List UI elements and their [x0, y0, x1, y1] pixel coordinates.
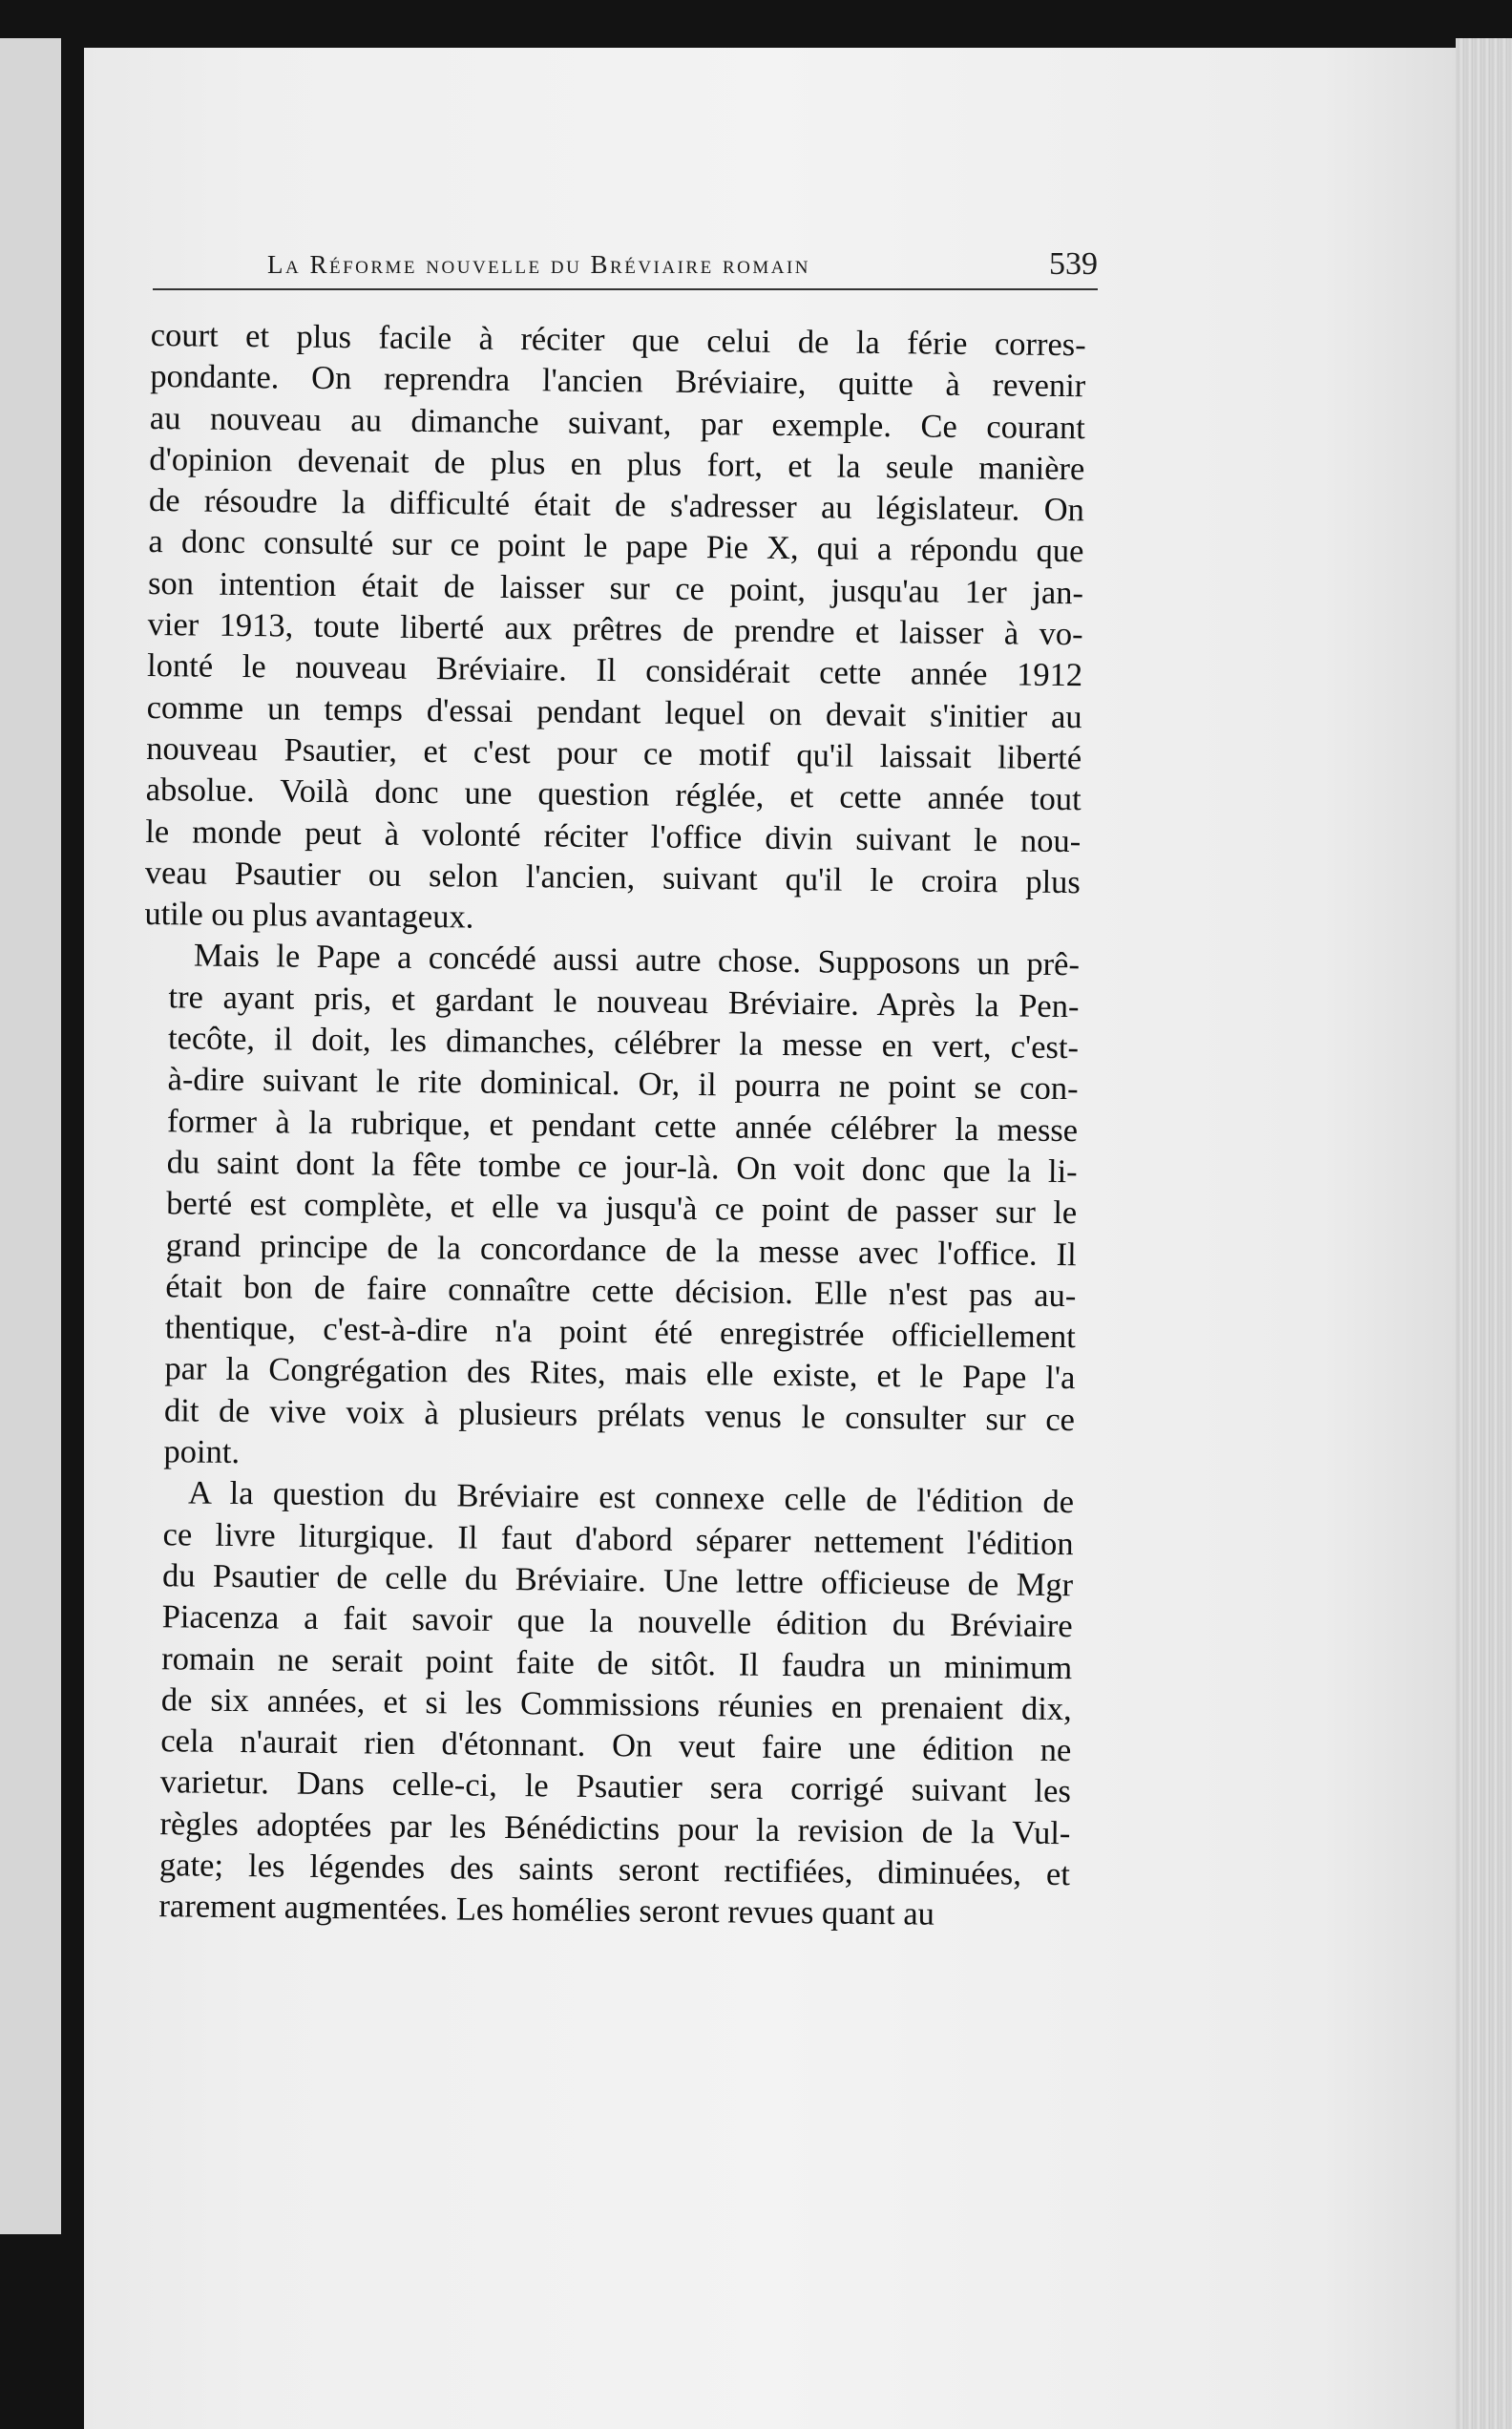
text-line: A la question du Bréviaire est connexe celle de l'édition de [187, 1474, 1075, 1521]
text-line: absolue. Voilà donc une question réglée, et cette année tout [145, 771, 1082, 818]
text-line: comme un temps d'essai pendant lequel on devait s'initier au [146, 688, 1082, 735]
text-line: était bon de faire connaître cette décision. Elle n'est pas au- [165, 1268, 1077, 1315]
text-line: tre ayant pris, et gardant le nouveau Bréviaire. Après la Pen- [168, 978, 1080, 1024]
page-stack-edge [1456, 38, 1512, 2429]
text-line: pondante. On reprendra l'ancien Bréviaire, quitte à revenir [150, 358, 1086, 405]
text-line: par la Congrégation des Rites, mais elle existe, et le Pape l'a [164, 1350, 1076, 1397]
body-text [134, 315, 1086, 1937]
text-line: tecôte, il doit, les dimanches, célébrer la messe en vert, c'est- [167, 1020, 1080, 1067]
text-line: ce livre liturgique. Il faut d'abord séparer nettement l'édition [162, 1515, 1074, 1562]
text-line: court et plus facile à réciter que celui de la férie corres- [150, 316, 1086, 364]
paragraph [144, 315, 1086, 945]
text-line: son intention était de laisser sur ce point, jusqu'au 1er jan- [147, 564, 1084, 612]
text-line: lonté le nouveau Bréviaire. Il considérait cette année 1912 [146, 647, 1083, 694]
header-rule [153, 288, 1098, 290]
text-line: romain ne serait point faite de sitôt. Il faudra un minimum [161, 1639, 1073, 1686]
running-title: La Réforme nouvelle du Bréviaire romain [267, 250, 811, 279]
text-line: former à la rubrique, et pendant cette année célébrer la messe [166, 1102, 1079, 1149]
text-line: du saint dont la fête tombe ce jour-là. On voit donc que la li- [166, 1144, 1078, 1191]
text-line: veau Psautier ou selon l'ancien, suivant qu'il le croira plus [144, 854, 1082, 901]
text-line: thentique, c'est-à-dire n'a point été enregistrée officiellement [164, 1309, 1077, 1356]
page-header [153, 246, 1098, 302]
adjacent-page-edge [0, 38, 61, 2234]
text-line: gate; les légendes des saints seront rectifiées, diminuées, et [158, 1847, 1071, 1893]
text-line: au nouveau au dimanche suivant, par exemple. Ce courant [149, 399, 1086, 446]
text-line: du Psautier de celle du Bréviaire. Une lettre officieuse de Mgr [161, 1557, 1074, 1604]
text-line: Piacenza a fait savoir que la nouvelle édition du Bréviaire [161, 1598, 1073, 1645]
text-line: rarement augmentées. Les homélies seront revues quant au [158, 1888, 935, 1933]
text-line: berté est complète, et elle va jusqu'à ce point de passer sur le [166, 1185, 1078, 1232]
text-line: a donc consulté sur ce point le pape Pie X, qui a répondu que [148, 523, 1084, 570]
page-number: 539 [1049, 246, 1098, 282]
text-line: à-dire suivant le rite dominical. Or, il pourra ne point se con- [167, 1061, 1079, 1108]
text-line: vier 1913, toute liberté aux prêtres de prendre et laisser à vo- [147, 606, 1083, 653]
text-line: cela n'aurait rien d'étonnant. On veut faire une édition ne [160, 1722, 1072, 1769]
paragraph [138, 935, 1080, 1482]
text-line: règles adoptées par les Bénédictins pour la revision de la Vul- [159, 1805, 1071, 1851]
text-line: grand principe de la concordance de la messe avec l'office. Il [165, 1226, 1077, 1273]
text-line: d'opinion devenait de plus en plus fort, et la seule manière [149, 440, 1085, 488]
text-line: utile ou plus avantageux. [144, 896, 474, 936]
paragraph [134, 1472, 1074, 1937]
text-line: dit de vive voix à plusieurs prélats venus le consulter sur ce [163, 1391, 1076, 1438]
text-line: varietur. Dans celle-ci, le Psautier sera corrigé suivant les [159, 1764, 1072, 1810]
text-line: de résoudre la difficulté était de s'adresser au législateur. On [148, 482, 1085, 529]
text-line: Mais le Pape a concédé aussi autre chose. Supposons un prê- [193, 937, 1081, 983]
text-line: point. [163, 1433, 241, 1471]
text-line: de six années, et si les Commissions réunies en prenaient dix, [160, 1680, 1072, 1727]
text-line: le monde peut à volonté réciter l'office divin suivant le nou- [145, 813, 1082, 859]
text-line: nouveau Psautier, et c'est pour ce motif qu'il laissait liberté [146, 729, 1082, 777]
